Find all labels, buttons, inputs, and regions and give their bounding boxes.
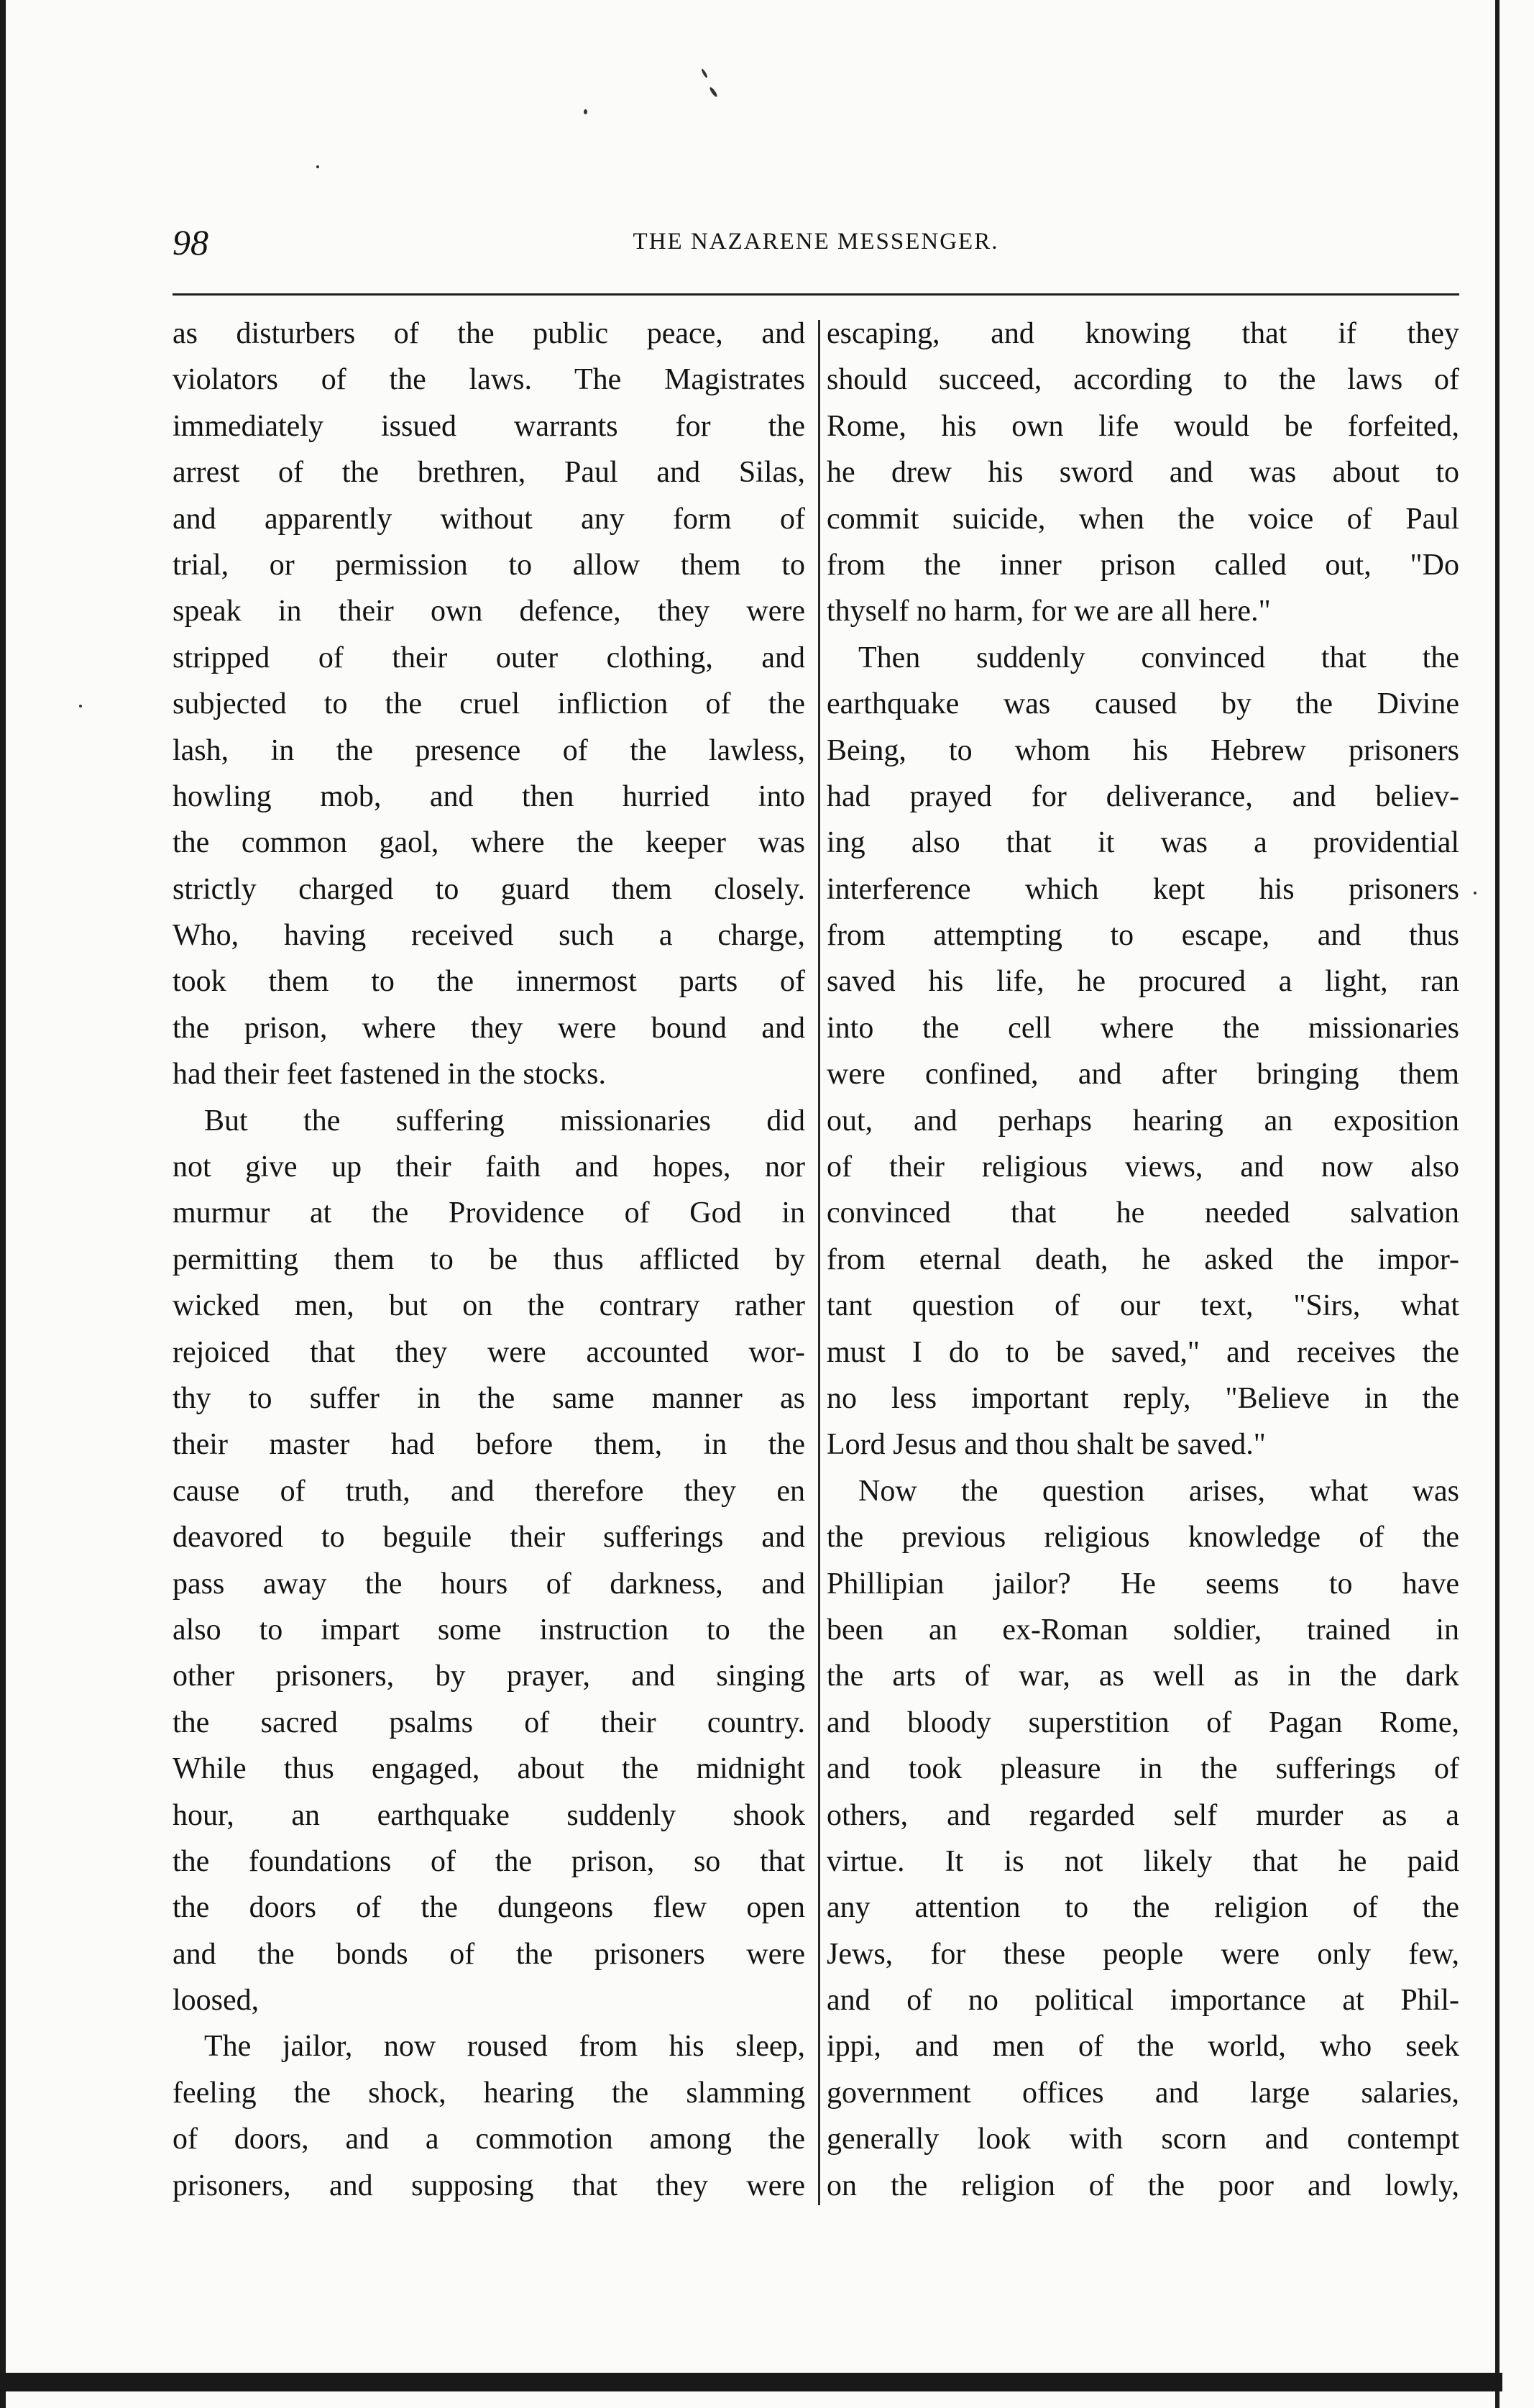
text-line: the sacred psalms of their country.: [173, 1706, 805, 1739]
text-line: rejoiced that they were accounted wor-: [173, 1335, 805, 1369]
scan-speck: [701, 68, 708, 78]
text-line: stripped of their outer clothing, and: [173, 641, 805, 674]
text-line: the previous religious knowledge of the: [827, 1521, 1459, 1555]
text-line: pass away the hours of darkness, and: [173, 1567, 805, 1601]
text-line: subjected to the cruel infliction of the: [173, 687, 805, 721]
text-line: he drew his sword and was about to: [827, 456, 1459, 490]
header-rule: [173, 293, 1459, 296]
scan-border-bottom: [0, 2373, 1502, 2391]
text-line: interference which kept his prisoners: [827, 872, 1459, 906]
text-line: generally look with scorn and contempt: [827, 2123, 1459, 2156]
text-line: had prayed for deliverance, and believ-: [827, 779, 1459, 813]
text-line: Being, to whom his Hebrew prisoners: [827, 733, 1459, 767]
text-line: strictly charged to guard them closely.: [173, 872, 805, 906]
text-line: government offices and large salaries,: [827, 2076, 1459, 2110]
text-line: ing also that it was a providential: [827, 826, 1459, 860]
text-line: virtue. It is not likely that he paid: [827, 1844, 1459, 1878]
text-line: and apparently without any form of: [173, 502, 805, 536]
scan-speck: [709, 86, 718, 98]
text-line: Jews, for these people were only few,: [827, 1937, 1459, 1971]
text-line: and bloody superstition of Pagan Rome,: [827, 1706, 1459, 1739]
text-line: commit suicide, when the voice of Paul: [827, 502, 1459, 536]
text-line: prisoners, and supposing that they were: [173, 2169, 805, 2202]
text-line: of their religious views, and now also: [827, 1150, 1459, 1184]
right-column: [827, 311, 1459, 2209]
running-head: THE NAZARENE MESSENGER.: [633, 229, 999, 255]
text-line: took them to the innermost parts of: [173, 965, 805, 999]
text-line: any attention to the religion of the: [827, 1891, 1459, 1925]
text-line: deavored to beguile their sufferings and: [173, 1521, 805, 1555]
text-line: While thus engaged, about the midnight: [173, 1752, 805, 1786]
text-line: The jailor, now roused from his sleep,: [204, 2030, 805, 2064]
text-line: Phillipian jailor? He seems to have: [827, 1567, 1459, 1601]
text-line: the arts of war, as well as in the dark: [827, 1659, 1459, 1693]
text-line: from the inner prison called out, "Do: [827, 548, 1459, 582]
text-line: the prison, where they were bound and: [173, 1011, 805, 1045]
text-line: saved his life, he procured a light, ran: [827, 965, 1459, 999]
text-line: from eternal death, he asked the impor-: [827, 1242, 1459, 1276]
text-line: speak in their own defence, they were: [173, 595, 805, 628]
scan-speck: [584, 109, 587, 114]
text-line: lash, in the presence of the lawless,: [173, 733, 805, 767]
text-line: permitting them to be thus afflicted by: [173, 1242, 805, 1276]
text-line: not give up their faith and hopes, nor: [173, 1150, 805, 1184]
scan-border-left: [0, 0, 6, 2408]
text-line: Lord Jesus and thou shalt be saved.": [827, 1428, 1266, 1462]
text-line: convinced that he needed salvation: [827, 1196, 1459, 1230]
left-column: [173, 311, 805, 2209]
text-line: immediately issued warrants for the: [173, 409, 805, 443]
text-line: also to impart some instruction to the: [173, 1613, 805, 1647]
text-line: earthquake was caused by the Divine: [827, 687, 1459, 721]
text-line: hour, an earthquake suddenly shook: [173, 1798, 805, 1832]
text-line: Then suddenly convinced that the: [858, 641, 1459, 674]
text-line: been an ex-Roman soldier, trained in: [827, 1613, 1459, 1647]
text-line: ippi, and men of the world, who seek: [827, 2030, 1459, 2064]
text-line: escaping, and knowing that if they: [827, 317, 1459, 350]
text-line: arrest of the brethren, Paul and Silas,: [173, 456, 805, 490]
text-line: no less important reply, "Believe in the: [827, 1381, 1459, 1415]
scan-speck: [1474, 892, 1476, 894]
text-line: murmur at the Providence of God in: [173, 1196, 805, 1230]
text-line: thy to suffer in the same manner as: [173, 1381, 805, 1415]
text-line: wicked men, but on the contrary rather: [173, 1289, 805, 1323]
text-line: Now the question arises, what was: [858, 1474, 1459, 1508]
text-line: But the suffering missionaries did: [204, 1104, 805, 1137]
text-line: feeling the shock, hearing the slamming: [173, 2076, 805, 2110]
text-line: trial, or permission to allow them to: [173, 548, 805, 582]
text-line: violators of the laws. The Magistrates: [173, 363, 805, 397]
text-line: the common gaol, where the keeper was: [173, 826, 805, 860]
page-header: [173, 221, 1459, 265]
column-divider: [818, 320, 820, 2205]
text-line: Who, having received such a charge,: [173, 919, 805, 953]
text-line: should succeed, according to the laws of: [827, 363, 1459, 397]
page-number: 98: [173, 222, 208, 262]
text-line: from attempting to escape, and thus: [827, 919, 1459, 953]
text-line: Rome, his own life would be forfeited,: [827, 409, 1459, 443]
text-line: were confined, and after bringing them: [827, 1058, 1459, 1091]
text-line: and of no political importance at Phil-: [827, 1984, 1459, 2018]
text-line: had their feet fastened in the stocks.: [173, 1058, 606, 1091]
text-line: into the cell where the missionaries: [827, 1011, 1459, 1045]
text-line: tant question of our text, "Sirs, what: [827, 1289, 1459, 1323]
text-line: and the bonds of the prisoners were: [173, 1937, 805, 1971]
text-line: howling mob, and then hurried into: [173, 779, 805, 813]
text-line: out, and perhaps hearing an exposition: [827, 1104, 1459, 1137]
text-line: must I do to be saved," and receives the: [827, 1335, 1459, 1369]
text-line: cause of truth, and therefore they en: [173, 1474, 805, 1508]
text-line: as disturbers of the public peace, and: [173, 317, 805, 350]
scan-speck: [316, 165, 319, 168]
text-line: other prisoners, by prayer, and singing: [173, 1659, 805, 1693]
text-line: of doors, and a commotion among the: [173, 2123, 805, 2156]
text-line: and took pleasure in the sufferings of: [827, 1752, 1459, 1786]
text-line: thyself no harm, for we are all here.": [827, 595, 1271, 628]
text-line: others, and regarded self murder as a: [827, 1798, 1459, 1832]
scan-border-right: [1495, 0, 1499, 2408]
text-line: the foundations of the prison, so that: [173, 1844, 805, 1878]
text-line: on the religion of the poor and lowly,: [827, 2169, 1459, 2202]
text-line: their master had before them, in the: [173, 1428, 805, 1462]
scan-speck: [79, 705, 82, 708]
text-line: loosed,: [173, 1984, 260, 2018]
text-line: the doors of the dungeons flew open: [173, 1891, 805, 1925]
